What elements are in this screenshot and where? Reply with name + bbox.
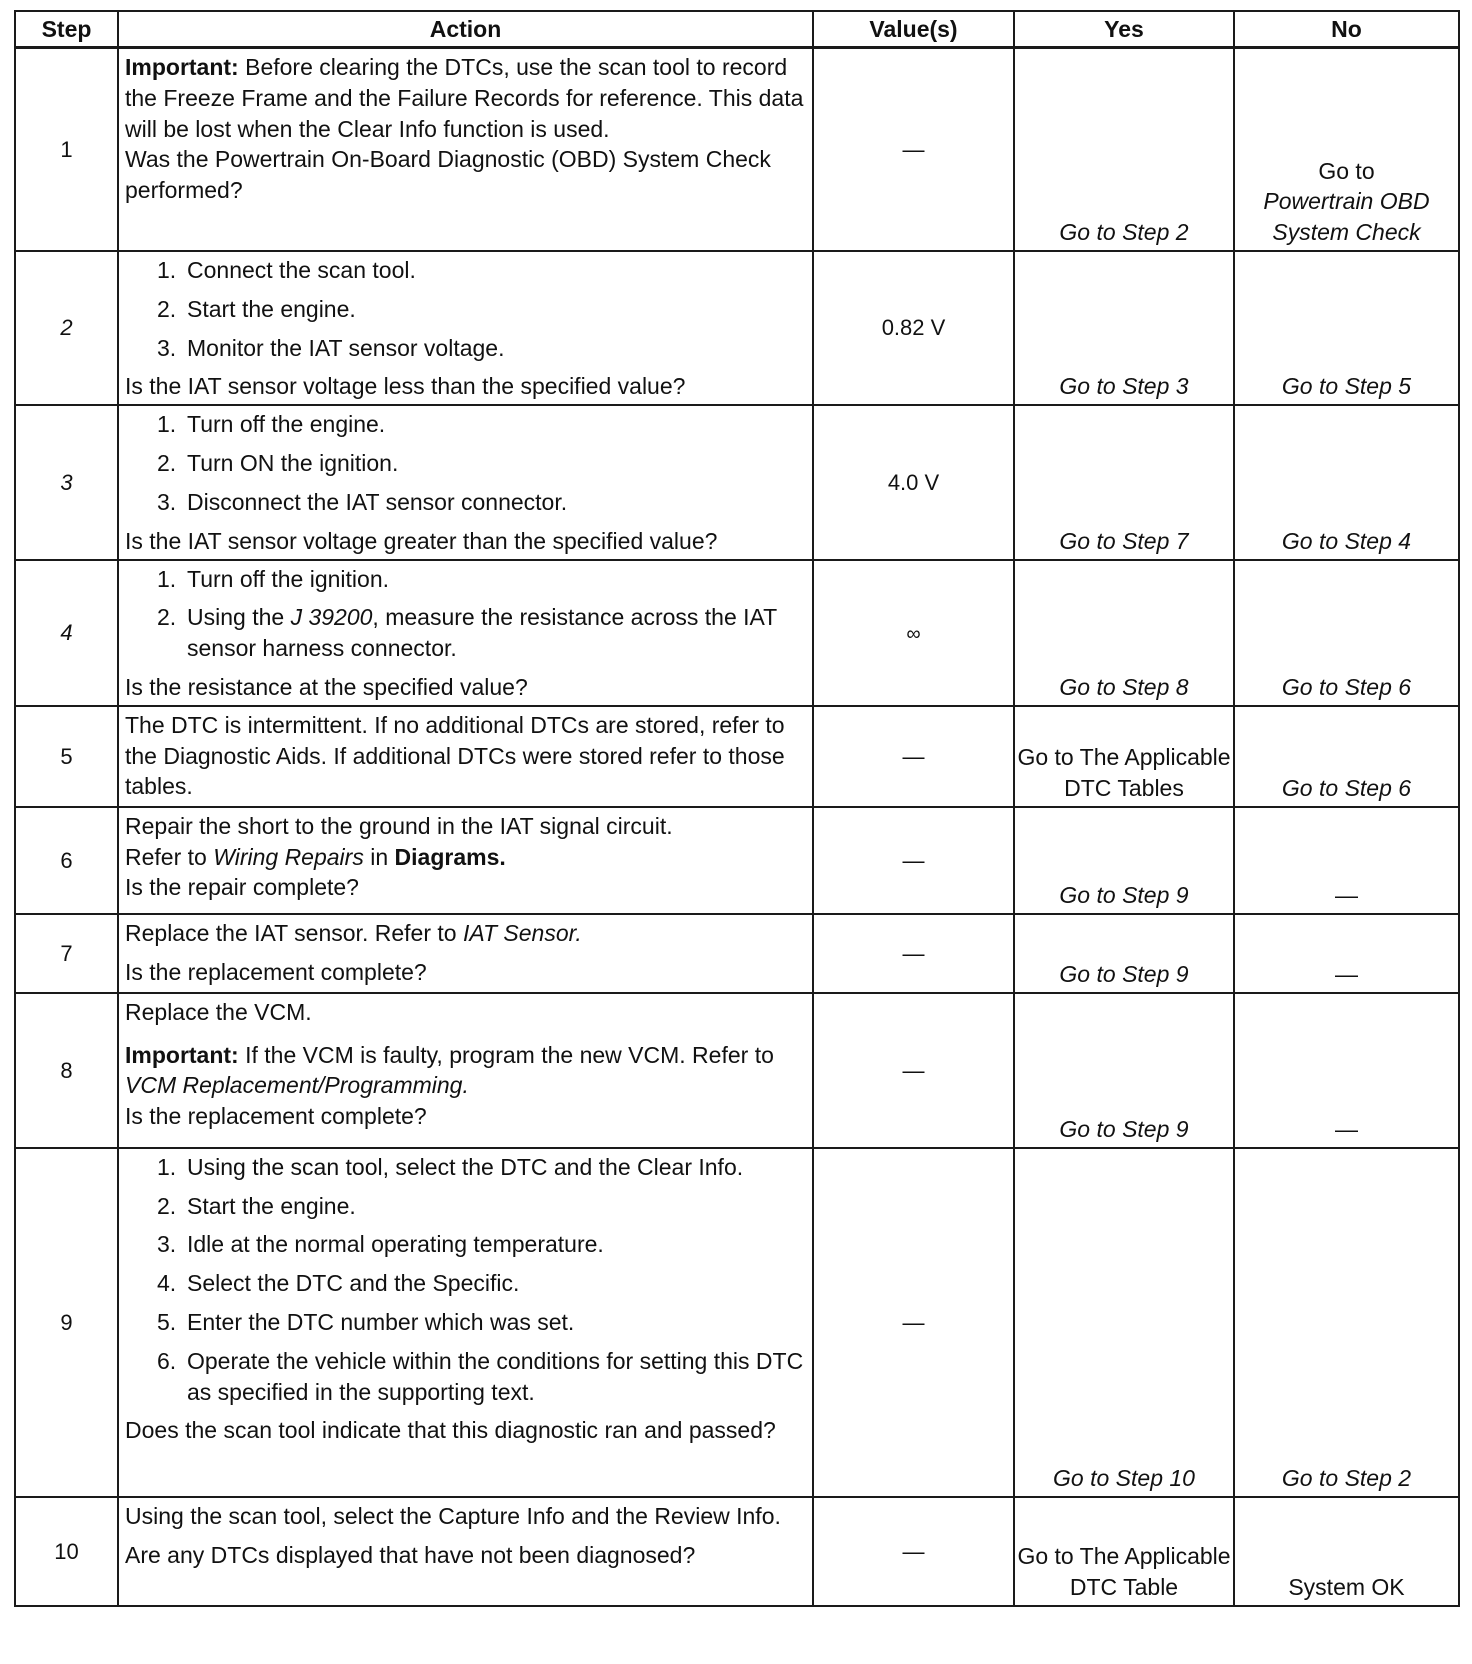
table-row — [15, 1148, 1459, 1497]
procedure-item: 5. Enter the DTC number which was set. — [157, 1309, 575, 1335]
table-row — [15, 251, 1459, 405]
step-number: 9 — [15, 1148, 118, 1497]
step-number: 2 — [15, 251, 118, 405]
yes-cell — [1014, 560, 1234, 706]
yes-goto-link[interactable]: Go to Step 8 — [1059, 673, 1189, 700]
procedure-item: 1. Using the scan tool, select the DTC and the Clear Info. — [157, 1153, 744, 1180]
action-cell — [118, 1148, 813, 1497]
no-cell — [1234, 1148, 1459, 1497]
no-cell: — — [1234, 807, 1459, 914]
no-goto-link[interactable]: Go to Step 4 — [1281, 527, 1412, 554]
important-label: Important: — [125, 1041, 239, 1068]
action-cell — [118, 706, 813, 807]
action-cell — [118, 914, 813, 993]
yes-cell — [1014, 914, 1234, 993]
step-number: 8 — [15, 993, 118, 1148]
procedure-list — [125, 409, 806, 517]
yes-goto-link[interactable]: Go to The Applicable DTC Tables — [1017, 744, 1231, 801]
no-cell — [1234, 706, 1459, 807]
no-goto-link[interactable]: Go to Step 6 — [1281, 673, 1412, 700]
action-cell — [118, 251, 813, 405]
diagnostic-table-page — [14, 10, 1458, 1650]
diagnostic-table — [14, 10, 1460, 1607]
value-cell: — — [813, 1148, 1014, 1497]
infinity-value: ∞ — [906, 622, 921, 645]
value-cell: — — [813, 807, 1014, 914]
yes-cell — [1014, 405, 1234, 559]
step-number: 6 — [15, 807, 118, 914]
value-cell — [813, 560, 1014, 706]
table-row — [15, 993, 1459, 1148]
no-goto-link[interactable]: Powertrain OBD System Check — [1263, 188, 1430, 246]
question-text: Is the replacement complete? — [125, 1103, 427, 1130]
yes-goto-link[interactable]: Go to Step 3 — [1059, 373, 1189, 400]
step-number: 3 — [15, 405, 118, 559]
yes-cell — [1014, 1148, 1234, 1497]
procedure-item: 1. Turn off the ignition. — [157, 565, 390, 592]
yes-cell — [1014, 993, 1234, 1148]
value-cell: — — [813, 1497, 1014, 1606]
header-values: Value(s) — [813, 11, 1014, 48]
yes-goto-link[interactable]: Go to Step 9 — [1059, 960, 1189, 987]
yes-cell — [1014, 807, 1234, 914]
procedure-item: 2. Start the engine. — [157, 1192, 356, 1219]
procedure-item: 3. Idle at the normal operating temperature. — [157, 1231, 604, 1258]
value-cell: — — [813, 48, 1014, 252]
vcm-programming-link[interactable]: VCM Replacement/Programming. — [125, 1072, 469, 1099]
no-goto-link[interactable]: Go to Step 6 — [1281, 774, 1412, 801]
important-note: Important: If the VCM is faulty, program the new VCM. Refer to VCM Replacement/Programming. — [125, 1041, 774, 1099]
procedure-item: 3. Disconnect the IAT sensor connector. — [157, 488, 568, 515]
value-cell: 4.0 V — [813, 405, 1014, 559]
procedure-item: 2. Start the engine. — [157, 295, 356, 322]
refer-text: Refer to Wiring Repairs in Diagrams. — [125, 843, 506, 870]
table-row — [15, 914, 1459, 993]
procedure-item: 4. Select the DTC and the Specific. — [157, 1270, 520, 1297]
action-text: The DTC is intermittent. If no additional DTCs are stored, refer to the Diagnostic Aids. If additional DTCs were stored refer to those tables. — [125, 711, 785, 800]
yes-goto-link[interactable]: Go to The Applicable DTC Table — [1017, 1543, 1231, 1600]
no-cell: — — [1234, 914, 1459, 993]
value-cell: 0.82 V — [813, 251, 1014, 405]
yes-cell — [1014, 48, 1234, 252]
action-cell — [118, 560, 813, 706]
yes-goto-link[interactable]: Go to Step 10 — [1053, 1464, 1195, 1491]
step-number: 5 — [15, 706, 118, 807]
procedure-item: 1. Turn off the engine. — [157, 411, 386, 438]
action-text: Using the scan tool, select the Capture Info and the Review Info. — [125, 1502, 781, 1529]
question-text: Is the repair complete? — [125, 874, 359, 901]
action-text: Repair the short to the ground in the IAT signal circuit. — [125, 812, 673, 839]
no-cell — [1234, 1497, 1459, 1606]
header-no: No — [1234, 11, 1459, 48]
question-text: Is the IAT sensor voltage less than the specified value? — [125, 373, 686, 400]
yes-cell — [1014, 706, 1234, 807]
no-cell — [1234, 48, 1459, 252]
procedure-item: 1. Connect the scan tool. — [157, 257, 416, 283]
yes-cell — [1014, 251, 1234, 405]
table-row — [15, 807, 1459, 914]
step-number: 1 — [15, 48, 118, 252]
question-text: Are any DTCs displayed that have not been diagnosed? — [125, 1541, 696, 1568]
question-text: Does the scan tool indicate that this diagnostic ran and passed? — [125, 1417, 776, 1444]
action-text: Replace the IAT sensor. Refer to IAT Sensor. — [125, 919, 582, 946]
yes-goto-link[interactable]: Go to Step 2 — [1059, 219, 1189, 246]
yes-cell — [1014, 1497, 1234, 1606]
table-row — [15, 560, 1459, 706]
no-cell — [1234, 405, 1459, 559]
value-cell: — — [813, 914, 1014, 993]
iat-sensor-link[interactable]: IAT Sensor. — [462, 919, 582, 946]
question-text: Is the replacement complete? — [125, 958, 427, 985]
step-number: 7 — [15, 914, 118, 993]
action-cell — [118, 48, 813, 252]
yes-goto-link[interactable]: Go to Step 9 — [1059, 881, 1189, 908]
action-cell — [118, 1497, 813, 1606]
diagrams-reference: Diagrams. — [394, 843, 506, 870]
step-number: 10 — [15, 1497, 118, 1606]
procedure-list — [125, 1152, 806, 1408]
important-note — [125, 52, 806, 144]
procedure-item: 3. Monitor the IAT sensor voltage. — [157, 334, 505, 361]
important-text: Before clearing the DTCs, use the scan tool to record the Freeze Frame and the Failure Records for reference. This data will be lost when the Clear Info function is used. — [125, 54, 804, 142]
no-cell: — — [1234, 993, 1459, 1148]
question-text: Is the resistance at the specified value? — [125, 673, 528, 700]
header-action: Action — [118, 11, 813, 48]
table-row — [15, 405, 1459, 559]
procedure-item: 6. Operate the vehicle within the conditions for setting this DTC as specified in the supporting text. — [157, 1347, 804, 1405]
header-row — [15, 11, 1459, 48]
question-text: Is the IAT sensor voltage greater than the specified value? — [125, 527, 718, 554]
no-goto-prefix: Go to — [1318, 157, 1375, 184]
procedure-list — [125, 564, 806, 664]
value-cell: — — [813, 706, 1014, 807]
value-cell: — — [813, 993, 1014, 1148]
action-cell — [118, 405, 813, 559]
procedure-item: 2. Turn ON the ignition. — [157, 450, 399, 477]
action-text: Replace the VCM. — [125, 998, 312, 1025]
no-cell — [1234, 251, 1459, 405]
table-row — [15, 48, 1459, 252]
action-cell — [118, 993, 813, 1148]
header-step: Step — [15, 11, 118, 48]
no-cell — [1234, 560, 1459, 706]
table-row — [15, 706, 1459, 807]
no-goto-link[interactable]: Go to Step 5 — [1281, 373, 1412, 400]
no-goto-link[interactable]: Go to Step 2 — [1281, 1464, 1412, 1491]
table-row — [15, 1497, 1459, 1606]
header-yes: Yes — [1014, 11, 1234, 48]
procedure-list — [125, 255, 806, 363]
tool-reference: J 39200 — [290, 604, 373, 631]
action-cell — [118, 807, 813, 914]
yes-goto-link[interactable]: Go to Step 7 — [1059, 527, 1189, 554]
question-text: Was the Powertrain On-Board Diagnostic (OBD) System Check performed? — [125, 146, 771, 204]
yes-goto-link[interactable]: Go to Step 9 — [1059, 1115, 1189, 1142]
step-number: 4 — [15, 560, 118, 706]
system-ok-text: System OK — [1288, 1573, 1405, 1600]
wiring-repairs-link[interactable]: Wiring Repairs — [213, 843, 364, 870]
procedure-item: 2. Using the J 39200, measure the resistance across the IAT sensor harness connector. — [157, 604, 777, 662]
important-label: Important: — [125, 54, 239, 80]
